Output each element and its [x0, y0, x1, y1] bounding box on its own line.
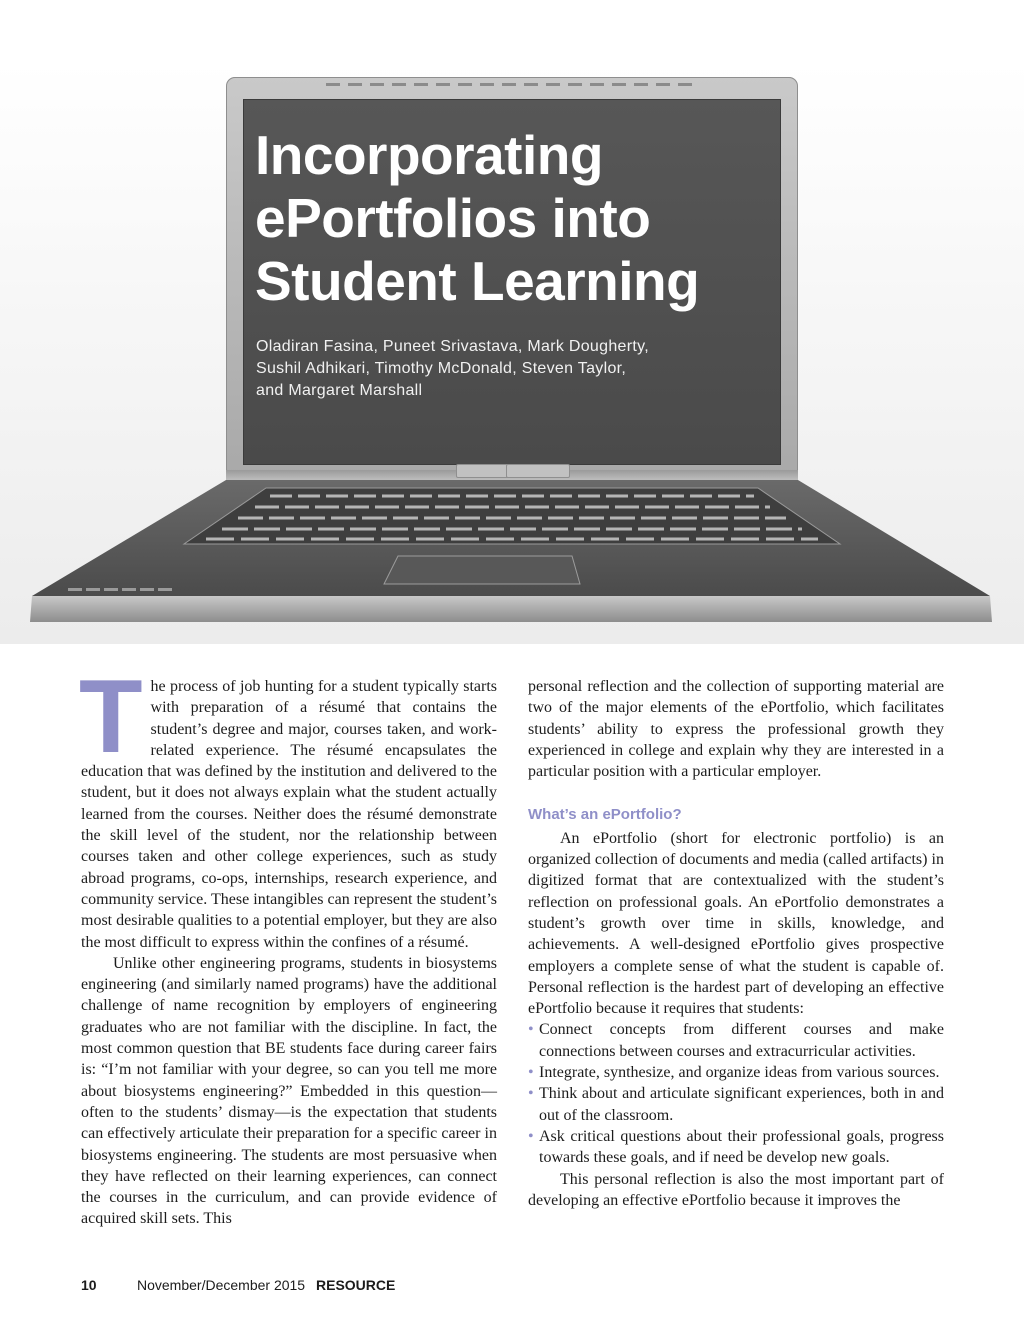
- bullet-text: Integrate, synthesize, and organize ideas from various sources.: [539, 1064, 940, 1082]
- article-authors: Oladiran Fasina, Puneet Srivastava, Mark Dougherty, Sushil Adhikari, Timothy McDonald, Steven Taylor, and Margaret Marshall: [256, 338, 649, 399]
- bullet-text: Ask critical questions about their professional goals, progress towards these goals, and if need be develop new goals.: [539, 1127, 944, 1167]
- paragraph-biosystems: Unlike other engineering programs, students in biosystems engineering (and similarly named programs) have the additional challenge of name recognition by employers of engineering graduates who are not familiar with the discipline. In fact, the most common question that BE students face during career fairs is: “I’m not familiar with your degree, so can you tell me more about biosystems engineering?” Embedded in this question—often to the students’ dismay—is the expectation that students can effectively articulate their preparation for a specific career in biosystems engineering. The students are most persuasive when they have reflected on their learning experiences, can connect the courses in the curriculum, and can provide evidence of acquired skill sets. This: [81, 954, 497, 1228]
- article-title: Incorporating ePortfolios into Student Learning: [255, 124, 700, 312]
- paragraph-reflection: personal reflection and the collection of supporting material are two of the major elements of the ePortfolio, which facilitates students’ ability to express the professional growth they experienced in college and explain why they are interested in a particular position with a particular employer.: [528, 678, 944, 781]
- bullet-text: Think about and articulate significant experiences, both in and out of the classroom.: [539, 1085, 944, 1124]
- laptop-screen: [243, 99, 781, 465]
- magazine-name: RESOURCE: [316, 1277, 396, 1293]
- lid-vent-marks: [326, 83, 698, 86]
- trackpad: [384, 556, 580, 584]
- paragraph-intro: [79, 659, 497, 953]
- base-front-edge: [30, 596, 992, 622]
- bullet-icon: •: [528, 1085, 534, 1103]
- issue-date: November/December 2015: [137, 1277, 306, 1293]
- bullet-icon: •: [528, 1021, 534, 1039]
- paragraph-definition: An ePortfolio (short for electronic portfolio) is an organized collection of documents and media (called artifacts) in digitized format that are contextualized with the student’s reflection on professional goals. An ePortfolio demonstrates a student’s growth over time in skills, knowledge, and achievements. A well-designed ePortfolio gives prospective employers a complete sense of what the student is capable of. Personal reflection is the hardest part of developing an effective ePortfolio because it requires that students:: [528, 829, 944, 1018]
- laptop-lid: [226, 77, 798, 475]
- bullet-item: [528, 1062, 944, 1083]
- bullet-item: [528, 1019, 944, 1062]
- bullet-icon: •: [528, 1064, 534, 1082]
- article-column-left: [79, 659, 497, 1230]
- drop-cap: T: [79, 659, 143, 775]
- bullet-item: [528, 1126, 944, 1169]
- bullet-text: Connect concepts from different courses and make connections between courses and extracurricular activities.: [539, 1021, 944, 1060]
- page-number: 10: [81, 1277, 97, 1293]
- paragraph-closing: This personal reflection is also the most important part of developing an effective ePortfolio because it improves the: [528, 1170, 944, 1209]
- article-column-right: [528, 676, 944, 1211]
- page-footer: [0, 1277, 1024, 1297]
- bullet-icon: •: [528, 1127, 534, 1145]
- bullet-list: [528, 1019, 944, 1168]
- bullet-item: [528, 1083, 944, 1126]
- paragraph-intro-text: he process of job hunting for a student typically starts with preparation of a résumé that contains the student’s degree and major, courses taken, and work-related experience. The résumé encapsulates the education that was defined by the institution and delivered to the student, but it does not always explain what the student actually learned from the courses. Neither does the résumé demonstrate the skill level of the student, nor the relationship between courses taken and other college experiences, such as study abroad programs, co-ops, internships, research experience, and community service. These intangibles can represent the student’s most desirable qualities to a potential employer, but they are also the most difficult to express within the confines of a résumé.: [81, 678, 497, 951]
- hero-laptop-image: [0, 62, 1024, 644]
- section-heading: What’s an ePortfolio?: [528, 806, 682, 824]
- laptop-base: [0, 474, 1024, 644]
